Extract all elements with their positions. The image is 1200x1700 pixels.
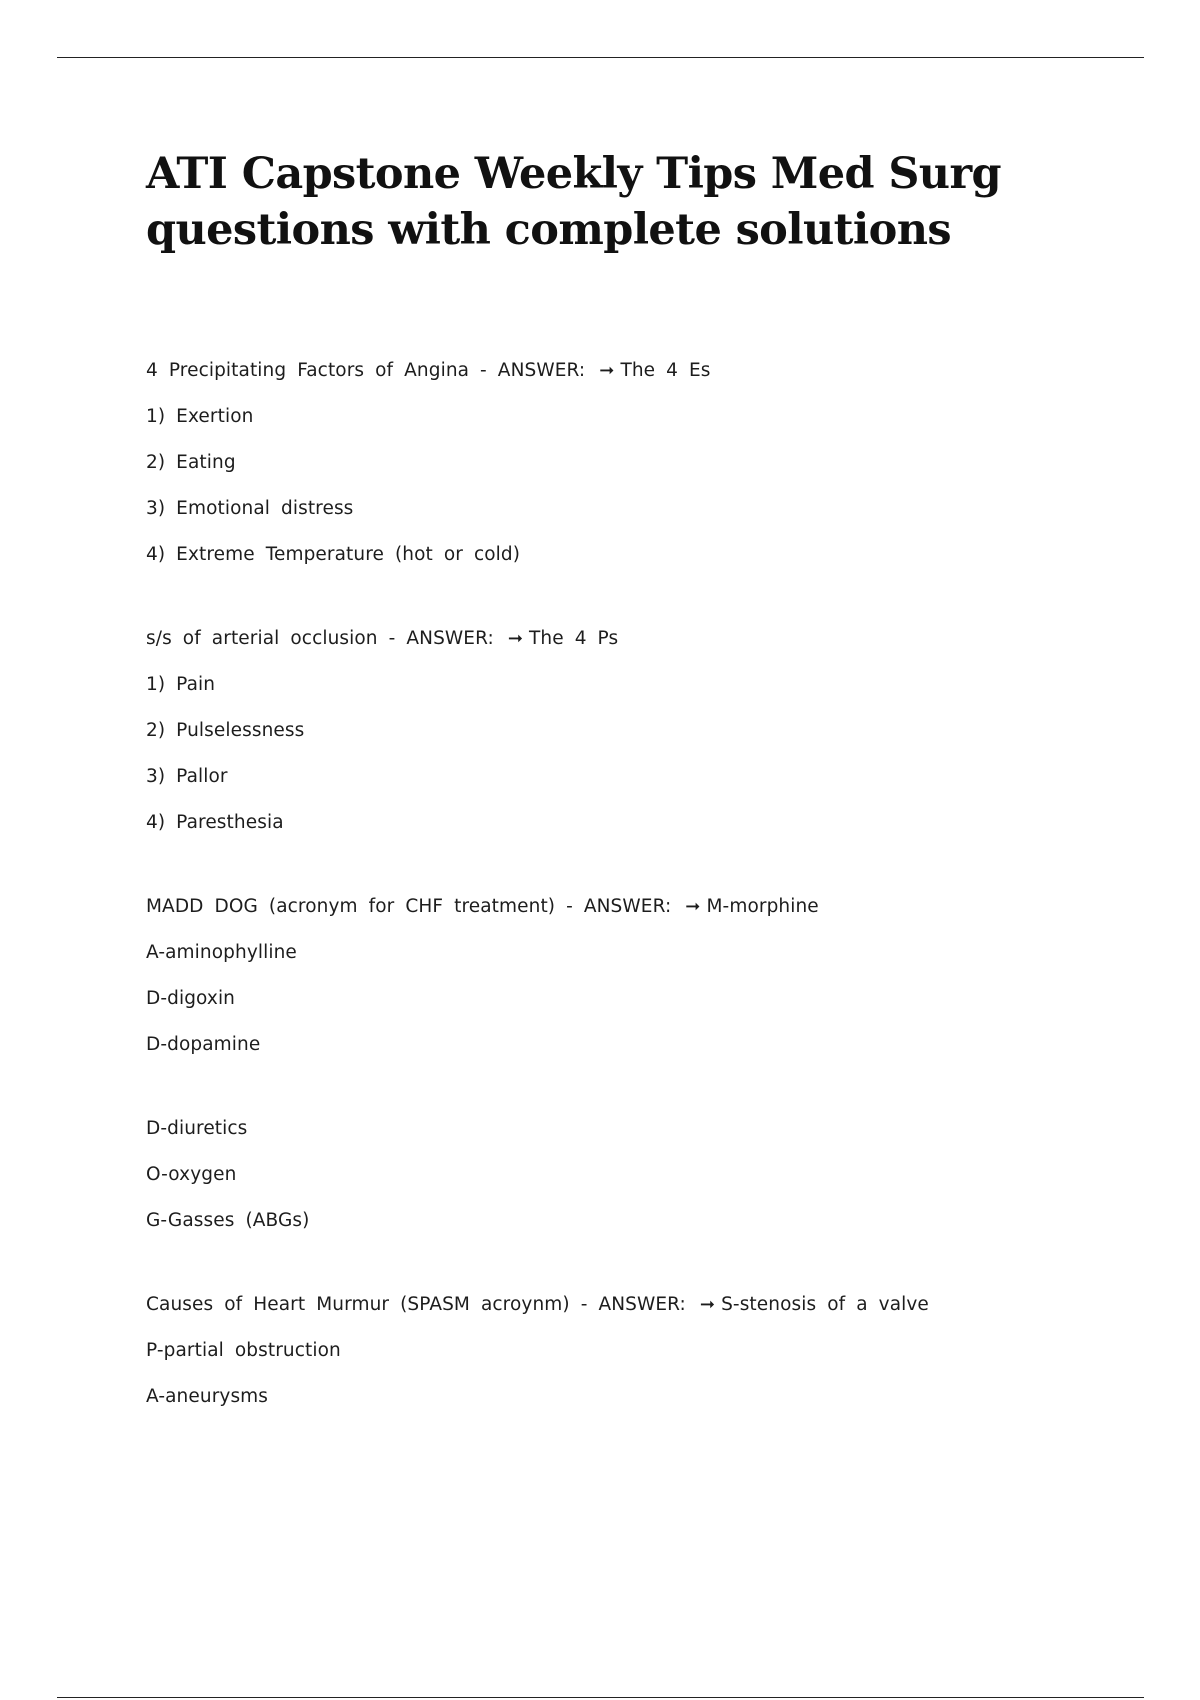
answer-line: A-aneurysms (146, 1386, 269, 1407)
bottom-rule (57, 1697, 1144, 1698)
answer-line: 1) Exertion (146, 406, 254, 427)
qa-section-heart-murmur (146, 1282, 1106, 1420)
question-line (146, 348, 1106, 394)
answer-group-1 (146, 884, 1106, 1068)
answer-line: D-dopamine (146, 1034, 261, 1055)
answer-text: S-stenosis of a valve (721, 1294, 929, 1315)
answer-line: P-partial obstruction (146, 1340, 341, 1361)
answer-line: 4) Extreme Temperature (hot or cold) (146, 544, 521, 565)
document-title (146, 146, 1106, 258)
answer-line: 3) Pallor (146, 766, 228, 787)
question-line (146, 884, 1106, 930)
answer-text: M-morphine (706, 896, 819, 917)
arrow-icon: ➞ (699, 1294, 716, 1315)
answer-line: O-oxygen (146, 1164, 237, 1185)
answer-line: D-digoxin (146, 988, 236, 1009)
question-text: 4 Precipitating Factors of Angina - ANSWER: (146, 360, 586, 381)
answer-text: The 4 Es (620, 360, 711, 381)
answer-line: D-diuretics (146, 1118, 248, 1139)
question-line (146, 616, 1106, 662)
answer-group-2 (146, 1106, 1106, 1244)
answer-line: 2) Pulselessness (146, 720, 305, 741)
answer-line: A-aminophylline (146, 942, 297, 963)
top-rule (57, 57, 1144, 58)
arrow-icon: ➞ (685, 896, 701, 917)
answer-line: 3) Emotional distress (146, 498, 354, 519)
question-text: MADD DOG (acronym for CHF treatment) - ANSWER: (146, 896, 672, 917)
title-line-2: questions with complete solutions (146, 205, 952, 255)
arrow-icon: ➞ (599, 360, 615, 381)
answer-text: The 4 Ps (529, 628, 619, 649)
answer-line: 4) Paresthesia (146, 812, 284, 833)
document-body (146, 348, 1106, 1420)
qa-section-angina (146, 348, 1106, 578)
question-text: s/s of arterial occlusion - ANSWER: (146, 628, 494, 649)
question-text: Causes of Heart Murmur (SPASM acroynm) - ANSWER: (146, 1294, 686, 1315)
answer-line: 1) Pain (146, 674, 216, 695)
title-line-1: ATI Capstone Weekly Tips Med Surg (146, 149, 1001, 199)
qa-section-arterial-occlusion (146, 616, 1106, 846)
qa-section-madd-dog (146, 884, 1106, 1244)
question-line (146, 1282, 1106, 1328)
answer-line: G-Gasses (ABGs) (146, 1210, 310, 1231)
arrow-icon: ➞ (507, 628, 523, 649)
answer-line: 2) Eating (146, 452, 236, 473)
